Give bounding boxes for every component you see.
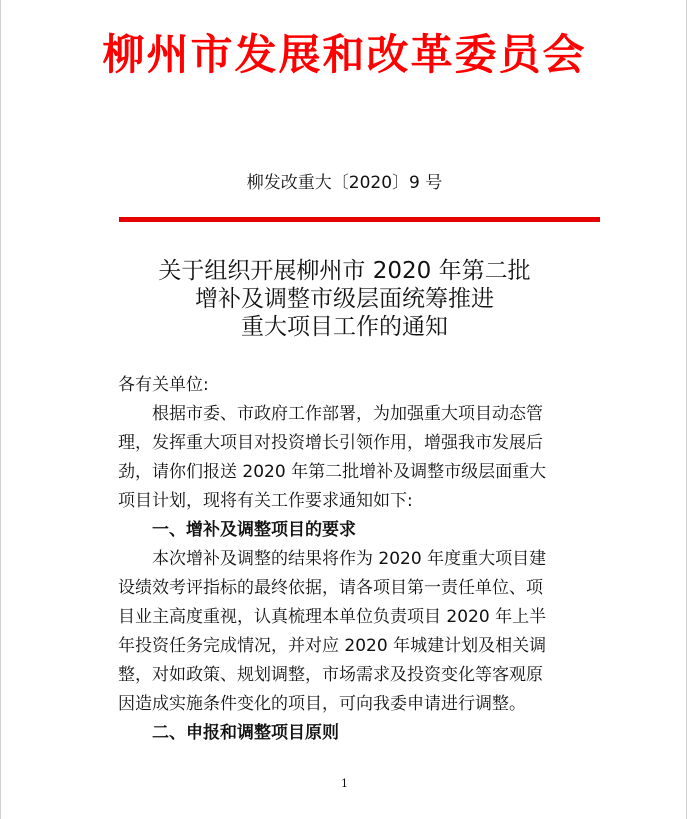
- document-number: 柳发改重大〔2020〕9 号: [246, 173, 443, 193]
- paragraph-line: 目业主高度重视，认真梳理本单位负责项目 2020 年上半: [118, 607, 547, 627]
- notice-title: [1, 257, 687, 341]
- page-number: 1: [341, 777, 348, 790]
- title-line: 重大项目工作的通知: [241, 314, 448, 340]
- paragraph-line: 年投资任务完成情况，并对应 2020 年城建计划及相关调: [118, 636, 547, 656]
- title-line: 关于组织开展柳州市 2020 年第二批: [158, 258, 531, 284]
- paragraph-line: 理，发挥重大项目对投资增长引领作用，增强我市发展后: [118, 433, 543, 453]
- notice-body: [118, 371, 578, 748]
- section-heading: 二、申报和调整项目原则: [152, 723, 339, 743]
- red-separator-line: [119, 217, 600, 222]
- paragraph-line: 因造成实施条件变化的项目，可向我委申请进行调整。: [118, 694, 526, 714]
- title-line: 增补及调整市级层面统筹推进: [195, 286, 494, 312]
- paragraph-line: 本次增补及调整的结果将作为 2020 年度重大项目建: [152, 549, 547, 569]
- paragraph-line: 项目计划，现将有关工作要求通知如下:: [118, 491, 413, 511]
- paragraph-line: 整，对如政策、规划调整，市场需求及投资变化等客观原: [118, 665, 543, 685]
- section-heading: 一、增补及调整项目的要求: [152, 520, 356, 540]
- paragraph-line: 劲，请你们报送 2020 年第二批增补及调整市级层面重大: [118, 462, 547, 482]
- paragraph-line: 根据市委、市政府工作部署，为加强重大项目动态管: [152, 404, 543, 424]
- paragraph-line: 设绩效考评指标的最终依据，请各项目第一责任单位、项: [118, 578, 543, 598]
- salutation: 各有关单位:: [118, 375, 209, 395]
- masthead-title: 柳州市发展和改革委员会: [102, 30, 587, 79]
